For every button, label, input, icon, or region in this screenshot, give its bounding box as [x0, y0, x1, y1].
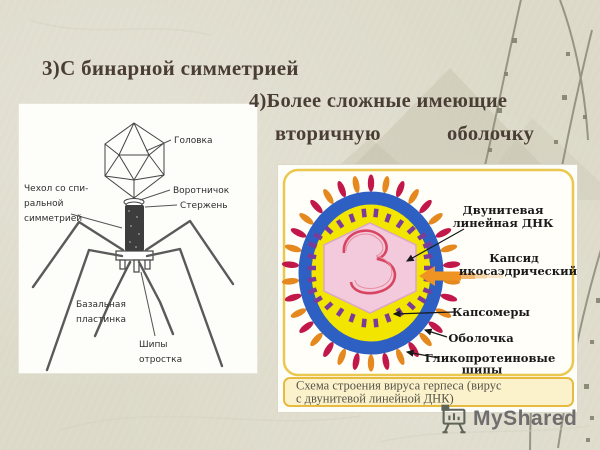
capsomeres-label: Капсомеры [452, 305, 530, 319]
phage-baseplate-label-1: Базальная [76, 300, 126, 310]
phage-baseplate-label-2: пластинка [76, 315, 127, 325]
herpes-virus-figure [277, 164, 578, 413]
phage-baseplate [116, 251, 153, 272]
phage-sheath [125, 205, 144, 251]
bacteriophage-figure [18, 103, 258, 374]
phage-collar-label: Воротничок [173, 186, 230, 196]
title-line-3-word-1: вторичную [275, 123, 381, 145]
watermark-label: MyShared [473, 407, 578, 430]
capsid-label-1: Капсид [489, 251, 539, 265]
bacteriophage-diagram [19, 104, 259, 375]
title-line-1: 3)С бинарной симметрией [42, 56, 299, 80]
phage-sheath-label-1: Чехол со спи- [24, 184, 89, 194]
phage-head [105, 123, 164, 198]
phage-head-label: Головка [174, 136, 213, 146]
presentation-board-icon [440, 404, 468, 434]
glycoprotein-label-2: шипы [461, 362, 503, 377]
phage-spikes-label-1: Шипы [139, 340, 168, 350]
dna-label-1: Двунитевая [462, 203, 544, 217]
caption-line-2: с двунитевой линейной ДНК) [296, 391, 454, 406]
phage-sheath-label-2: ральной [24, 199, 64, 209]
envelope-label: Оболочка [448, 331, 514, 345]
phage-spikes-label-2: отростка [139, 355, 183, 365]
herpes-virus-diagram [278, 165, 579, 414]
caption-line-1: Схема строения вируса герпеса (вирус [296, 378, 502, 393]
title-line-3-word-2: оболочку [447, 123, 535, 145]
myshared-watermark[interactable] [440, 404, 577, 434]
title-line-2: 4)Более сложные имеющие [249, 90, 508, 112]
phage-sheath-label-3: симметрией [24, 214, 83, 224]
dna-label-2: линейная ДНК [452, 216, 554, 230]
glycoprotein-label-1: Гликопротеиновые [424, 351, 556, 365]
phage-rod-label: Стержень [180, 201, 228, 211]
capsid-label-2: икосаэдрический [458, 264, 578, 278]
